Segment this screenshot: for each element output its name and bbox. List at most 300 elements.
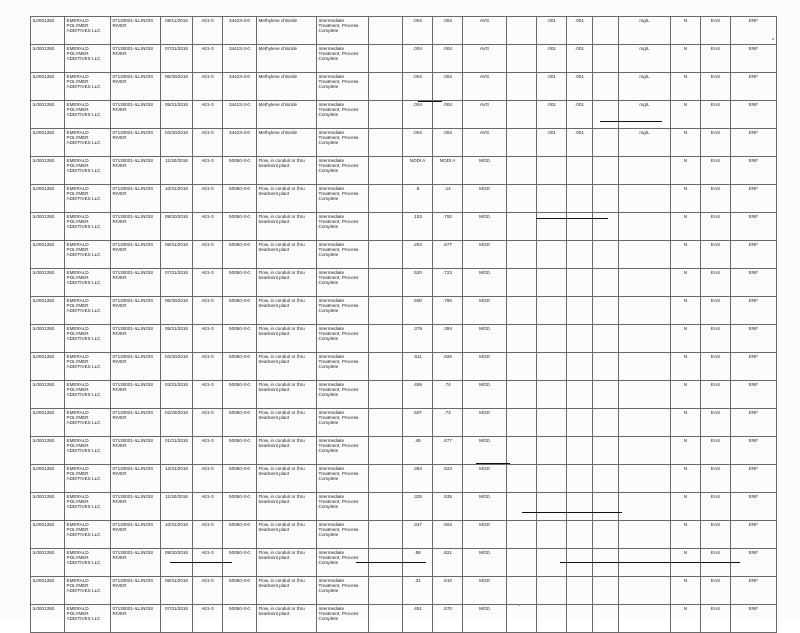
- parameter-code: 50050-3-0: [223, 409, 257, 437]
- status-code-2: ENF: [731, 129, 777, 157]
- blank-cell: [369, 605, 403, 633]
- outfall-id: A01-0: [193, 101, 223, 129]
- status-code-1: EAS: [701, 353, 731, 381]
- blank-cell: [593, 437, 619, 465]
- permit-id: IL0001392: [31, 577, 65, 605]
- receiving-water: 07130001-ILLINOIS RIVER: [111, 465, 161, 493]
- parameter-code: 50050-3-0: [223, 185, 257, 213]
- statistic: MGD: [463, 549, 507, 577]
- outfall-id: A01-0: [193, 409, 223, 437]
- facility-name: EMERALD POLYMER ADDITIVES LLC: [65, 577, 111, 605]
- unit: mg/L: [619, 73, 671, 101]
- status-code-1: EAS: [701, 521, 731, 549]
- blank-cell: [507, 241, 537, 269]
- limit-1: [537, 521, 567, 549]
- facility-name: EMERALD POLYMER ADDITIVES LLC: [65, 45, 111, 73]
- redaction-mark: [418, 101, 442, 102]
- limit-2: [567, 297, 593, 325]
- permit-id: IL0001392: [31, 353, 65, 381]
- blank-cell: [593, 325, 619, 353]
- receiving-water: 07130001-ILLINOIS RIVER: [111, 297, 161, 325]
- blank-cell: [369, 241, 403, 269]
- monitoring-location: Intermediate Treatment, Process Complete: [317, 185, 369, 213]
- statistic: MGD: [463, 269, 507, 297]
- value-2: .004: [433, 17, 463, 45]
- value-1: .45: [403, 437, 433, 465]
- table-row: [31, 185, 777, 213]
- statistic: AVG: [463, 73, 507, 101]
- status-code-2: ENF: [731, 353, 777, 381]
- flag: N: [671, 549, 701, 577]
- parameter-code: 34423-3-0: [223, 73, 257, 101]
- scan-speck: [772, 38, 774, 40]
- blank-cell: [507, 129, 537, 157]
- receiving-water: 07130001-ILLINOIS RIVER: [111, 213, 161, 241]
- period-date: 08/31/2016: [161, 577, 193, 605]
- limit-1: [537, 185, 567, 213]
- statistic: MGD: [463, 157, 507, 185]
- monitoring-location: Intermediate Treatment, Process Complete: [317, 493, 369, 521]
- statistic: MGD: [463, 465, 507, 493]
- blank-cell: [369, 185, 403, 213]
- period-date: 06/30/2016: [161, 297, 193, 325]
- blank-cell: [593, 101, 619, 129]
- outfall-id: A01-0: [193, 577, 223, 605]
- parameter-code: 50050-3-0: [223, 437, 257, 465]
- statistic: AVG: [463, 129, 507, 157]
- status-code-1: EAS: [701, 605, 731, 633]
- monitoring-location: Intermediate Treatment, Process Complete: [317, 465, 369, 493]
- blank-cell: [369, 213, 403, 241]
- statistic: AVG: [463, 101, 507, 129]
- blank-cell: [507, 465, 537, 493]
- outfall-id: A01-0: [193, 493, 223, 521]
- receiving-water: 07130001-ILLINOIS RIVER: [111, 549, 161, 577]
- permit-id: IL0001392: [31, 437, 65, 465]
- status-code-1: EAS: [701, 269, 731, 297]
- receiving-water: 07130001-ILLINOIS RIVER: [111, 45, 161, 73]
- status-code-2: ENF: [731, 521, 777, 549]
- blank-cell: [593, 17, 619, 45]
- monitoring-location: Intermediate Treatment, Process Complete: [317, 45, 369, 73]
- table-row: [31, 465, 777, 493]
- unit: [619, 269, 671, 297]
- value-2: .610: [433, 577, 463, 605]
- monitoring-location: Intermediate Treatment, Process Complete: [317, 17, 369, 45]
- value-2: .535: [433, 493, 463, 521]
- parameter-name: Flow, in conduit or thru treatment plant: [257, 409, 317, 437]
- limit-1: [537, 241, 567, 269]
- table-row: [31, 605, 777, 633]
- status-code-1: EAS: [701, 129, 731, 157]
- status-code-1: EAS: [701, 73, 731, 101]
- facility-name: EMERALD POLYMER ADDITIVES LLC: [65, 213, 111, 241]
- value-1: .004: [403, 73, 433, 101]
- parameter-name: Flow, in conduit or thru treatment plant: [257, 325, 317, 353]
- status-code-2: ENF: [731, 381, 777, 409]
- permit-id: IL0001392: [31, 241, 65, 269]
- value-1: .611: [403, 353, 433, 381]
- flag: N: [671, 73, 701, 101]
- permit-id: IL0001392: [31, 465, 65, 493]
- flag: N: [671, 465, 701, 493]
- parameter-name: Flow, in conduit or thru treatment plant: [257, 241, 317, 269]
- monitoring-location: Intermediate Treatment, Process Complete: [317, 73, 369, 101]
- monitoring-location: Intermediate Treatment, Process Complete: [317, 409, 369, 437]
- facility-name: EMERALD POLYMER ADDITIVES LLC: [65, 73, 111, 101]
- status-code-2: ENF: [731, 213, 777, 241]
- value-1: .500: [403, 297, 433, 325]
- redaction-mark: [356, 562, 426, 563]
- blank-cell: [369, 521, 403, 549]
- outfall-id: A01-0: [193, 213, 223, 241]
- parameter-name: Flow, in conduit or thru treatment plant: [257, 605, 317, 633]
- limit-1: [537, 353, 567, 381]
- limit-2: [567, 157, 593, 185]
- flag: N: [671, 493, 701, 521]
- receiving-water: 07130001-ILLINOIS RIVER: [111, 185, 161, 213]
- limit-2: [567, 269, 593, 297]
- parameter-code: 50050-3-0: [223, 157, 257, 185]
- status-code-2: ENF: [731, 605, 777, 633]
- flag: N: [671, 185, 701, 213]
- limit-2: .001: [567, 73, 593, 101]
- value-2: .723: [433, 269, 463, 297]
- status-code-2: ENF: [731, 549, 777, 577]
- limit-2: [567, 325, 593, 353]
- statistic: AVG: [463, 17, 507, 45]
- value-1: .520: [403, 269, 433, 297]
- parameter-code: 50050-3-0: [223, 269, 257, 297]
- value-2: .004: [433, 129, 463, 157]
- flag: N: [671, 45, 701, 73]
- outfall-id: A01-0: [193, 381, 223, 409]
- blank-cell: [593, 521, 619, 549]
- parameter-code: 50050-3-0: [223, 493, 257, 521]
- period-date: 06/30/2016: [161, 73, 193, 101]
- blank-cell: [369, 101, 403, 129]
- unit: [619, 353, 671, 381]
- monitoring-location: Intermediate Treatment, Process Complete: [317, 241, 369, 269]
- blank-cell: [369, 129, 403, 157]
- limit-2: [567, 577, 593, 605]
- parameter-code: 50050-3-0: [223, 549, 257, 577]
- blank-cell: [369, 381, 403, 409]
- limit-1: [537, 325, 567, 353]
- blank-cell: [507, 493, 537, 521]
- limit-2: [567, 353, 593, 381]
- value-1: .253: [403, 241, 433, 269]
- blank-cell: [593, 45, 619, 73]
- limit-2: [567, 605, 593, 633]
- limit-1: .001: [537, 129, 567, 157]
- status-code-1: EAS: [701, 185, 731, 213]
- status-code-1: EAS: [701, 549, 731, 577]
- permit-id: IL0001392: [31, 409, 65, 437]
- monitoring-location: Intermediate Treatment, Process Complete: [317, 353, 369, 381]
- blank-cell: [593, 297, 619, 325]
- flag: N: [671, 129, 701, 157]
- outfall-id: A01-0: [193, 297, 223, 325]
- flag: N: [671, 101, 701, 129]
- table-row: [31, 577, 777, 605]
- blank-cell: [593, 157, 619, 185]
- blank-cell: [369, 353, 403, 381]
- limit-1: [537, 213, 567, 241]
- statistic: MGD: [463, 437, 507, 465]
- table-row: [31, 241, 777, 269]
- limit-2: .001: [567, 101, 593, 129]
- facility-name: EMERALD POLYMER ADDITIVES LLC: [65, 101, 111, 129]
- parameter-name: Flow, in conduit or thru treatment plant: [257, 437, 317, 465]
- table-row: [31, 269, 777, 297]
- table-row: [31, 17, 777, 45]
- unit: [619, 157, 671, 185]
- flag: N: [671, 241, 701, 269]
- period-date: 03/31/2016: [161, 381, 193, 409]
- parameter-name: Methylene chloride: [257, 17, 317, 45]
- parameter-code: 50050-3-0: [223, 213, 257, 241]
- limit-2: .001: [567, 17, 593, 45]
- blank-cell: [369, 45, 403, 73]
- table-row: [31, 297, 777, 325]
- value-2: .004: [433, 101, 463, 129]
- outfall-id: A01-0: [193, 241, 223, 269]
- monitoring-location: Intermediate Treatment, Process Complete: [317, 269, 369, 297]
- value-2: .792: [433, 213, 463, 241]
- monitoring-location: Intermediate Treatment, Process Complete: [317, 577, 369, 605]
- status-code-2: ENF: [731, 269, 777, 297]
- unit: [619, 493, 671, 521]
- value-1: .58: [403, 549, 433, 577]
- status-code-1: EAS: [701, 493, 731, 521]
- parameter-name: Flow, in conduit or thru treatment plant: [257, 577, 317, 605]
- table-row: [31, 73, 777, 101]
- limit-2: [567, 493, 593, 521]
- blank-cell: [593, 465, 619, 493]
- value-2: .14: [433, 185, 463, 213]
- unit: [619, 521, 671, 549]
- value-1: .004: [403, 129, 433, 157]
- value-2: .677: [433, 241, 463, 269]
- unit: mg/L: [619, 17, 671, 45]
- blank-cell: [369, 73, 403, 101]
- blank-cell: [507, 521, 537, 549]
- value-1: .507: [403, 409, 433, 437]
- unit: mg/L: [619, 129, 671, 157]
- status-code-1: EAS: [701, 297, 731, 325]
- value-1: .8: [403, 185, 433, 213]
- blank-cell: [369, 297, 403, 325]
- period-date: 09/30/2016: [161, 213, 193, 241]
- blank-cell: [507, 269, 537, 297]
- status-code-2: ENF: [731, 17, 777, 45]
- receiving-water: 07130001-ILLINOIS RIVER: [111, 325, 161, 353]
- table-row: [31, 325, 777, 353]
- receiving-water: 07130001-ILLINOIS RIVER: [111, 521, 161, 549]
- permit-id: IL0001392: [31, 549, 65, 577]
- status-code-1: EAS: [701, 577, 731, 605]
- receiving-water: 07130001-ILLINOIS RIVER: [111, 269, 161, 297]
- unit: mg/L: [619, 45, 671, 73]
- facility-name: EMERALD POLYMER ADDITIVES LLC: [65, 17, 111, 45]
- blank-cell: [507, 605, 537, 633]
- status-code-1: EAS: [701, 409, 731, 437]
- period-date: 01/31/2016: [161, 437, 193, 465]
- blank-cell: [507, 185, 537, 213]
- parameter-name: Methylene chloride: [257, 101, 317, 129]
- blank-cell: [507, 213, 537, 241]
- blank-cell: [593, 409, 619, 437]
- blank-cell: [593, 605, 619, 633]
- table-row: [31, 381, 777, 409]
- status-code-1: EAS: [701, 101, 731, 129]
- statistic: MGD: [463, 381, 507, 409]
- unit: [619, 213, 671, 241]
- status-code-2: ENF: [731, 493, 777, 521]
- status-code-1: EAS: [701, 213, 731, 241]
- value-2: .621: [433, 549, 463, 577]
- status-code-1: EAS: [701, 381, 731, 409]
- limit-1: .001: [537, 101, 567, 129]
- table-row: [31, 353, 777, 381]
- limit-2: .001: [567, 45, 593, 73]
- blank-cell: [507, 353, 537, 381]
- period-date: 12/31/2016: [161, 465, 193, 493]
- value-1: .004: [403, 45, 433, 73]
- value-1: .004: [403, 101, 433, 129]
- status-code-2: ENF: [731, 465, 777, 493]
- value-2: .394: [433, 325, 463, 353]
- permit-id: IL0001392: [31, 157, 65, 185]
- limit-1: .001: [537, 17, 567, 45]
- table-row: [31, 45, 777, 73]
- monitoring-location: Intermediate Treatment, Process Complete: [317, 325, 369, 353]
- outfall-id: A01-0: [193, 549, 223, 577]
- monitoring-location: Intermediate Treatment, Process Complete: [317, 437, 369, 465]
- value-1: .347: [403, 521, 433, 549]
- status-code-2: ENF: [731, 157, 777, 185]
- facility-name: EMERALD POLYMER ADDITIVES LLC: [65, 549, 111, 577]
- period-date: 10/31/2016: [161, 521, 193, 549]
- status-code-2: ENF: [731, 409, 777, 437]
- blank-cell: [593, 381, 619, 409]
- facility-name: EMERALD POLYMER ADDITIVES LLC: [65, 157, 111, 185]
- permit-id: IL0001392: [31, 605, 65, 633]
- permit-id: IL0001392: [31, 325, 65, 353]
- permit-id: IL0001392: [31, 381, 65, 409]
- receiving-water: 07130001-ILLINOIS RIVER: [111, 101, 161, 129]
- status-code-1: EAS: [701, 241, 731, 269]
- unit: [619, 297, 671, 325]
- parameter-code: 50050-3-0: [223, 605, 257, 633]
- flag: N: [671, 157, 701, 185]
- redaction-mark: [522, 512, 622, 513]
- period-date: 05/31/2016: [161, 101, 193, 129]
- parameter-code: 50050-3-0: [223, 577, 257, 605]
- value-2: .73: [433, 409, 463, 437]
- limit-1: .001: [537, 73, 567, 101]
- unit: [619, 409, 671, 437]
- scan-speck: [518, 604, 520, 606]
- facility-name: EMERALD POLYMER ADDITIVES LLC: [65, 437, 111, 465]
- limit-1: [537, 437, 567, 465]
- table-row: [31, 521, 777, 549]
- outfall-id: A01-0: [193, 73, 223, 101]
- blank-cell: [593, 129, 619, 157]
- receiving-water: 07130001-ILLINOIS RIVER: [111, 129, 161, 157]
- permit-id: IL0001392: [31, 521, 65, 549]
- limit-2: .001: [567, 129, 593, 157]
- value-1: .153: [403, 213, 433, 241]
- unit: [619, 437, 671, 465]
- redaction-mark: [476, 463, 510, 464]
- limit-1: [537, 269, 567, 297]
- blank-cell: [593, 269, 619, 297]
- table-row: [31, 493, 777, 521]
- status-code-2: ENF: [731, 297, 777, 325]
- receiving-water: 07130001-ILLINOIS RIVER: [111, 605, 161, 633]
- facility-name: EMERALD POLYMER ADDITIVES LLC: [65, 381, 111, 409]
- receiving-water: 07130001-ILLINOIS RIVER: [111, 493, 161, 521]
- limit-2: [567, 521, 593, 549]
- redaction-mark: [560, 562, 740, 563]
- period-date: 08/31/2016: [161, 241, 193, 269]
- statistic: MGD: [463, 577, 507, 605]
- outfall-id: A01-0: [193, 437, 223, 465]
- parameter-name: Flow, in conduit or thru treatment plant: [257, 269, 317, 297]
- facility-name: EMERALD POLYMER ADDITIVES LLC: [65, 353, 111, 381]
- value-2: .604: [433, 521, 463, 549]
- permit-id: IL0001392: [31, 185, 65, 213]
- blank-cell: [507, 73, 537, 101]
- unit: [619, 241, 671, 269]
- monitoring-location: Intermediate Treatment, Process Complete: [317, 521, 369, 549]
- period-date: 09/11/2016: [161, 17, 193, 45]
- monitoring-location: Intermediate Treatment, Process Complete: [317, 605, 369, 633]
- blank-cell: [507, 325, 537, 353]
- flag: N: [671, 297, 701, 325]
- limit-2: [567, 241, 593, 269]
- redaction-mark: [170, 562, 232, 563]
- facility-name: EMERALD POLYMER ADDITIVES LLC: [65, 521, 111, 549]
- facility-name: EMERALD POLYMER ADDITIVES LLC: [65, 297, 111, 325]
- blank-cell: [369, 465, 403, 493]
- parameter-name: Flow, in conduit or thru treatment plant: [257, 297, 317, 325]
- dmr-table: [30, 16, 777, 633]
- blank-cell: [507, 409, 537, 437]
- monitoring-location: Intermediate Treatment, Process Complete: [317, 101, 369, 129]
- limit-1: [537, 465, 567, 493]
- parameter-name: Flow, in conduit or thru treatment plant: [257, 213, 317, 241]
- limit-2: [567, 185, 593, 213]
- statistic: MGD: [463, 493, 507, 521]
- outfall-id: A01-0: [193, 353, 223, 381]
- redaction-mark: [536, 218, 608, 219]
- outfall-id: A01-0: [193, 521, 223, 549]
- parameter-code: 50050-3-0: [223, 325, 257, 353]
- period-date: 04/30/2016: [161, 129, 193, 157]
- statistic: AVG: [463, 45, 507, 73]
- monitoring-location: Intermediate Treatment, Process Complete: [317, 157, 369, 185]
- parameter-code: 50050-3-0: [223, 241, 257, 269]
- flag: N: [671, 381, 701, 409]
- receiving-water: 07130001-ILLINOIS RIVER: [111, 73, 161, 101]
- statistic: MGD: [463, 297, 507, 325]
- parameter-name: Flow, in conduit or thru treatment plant: [257, 493, 317, 521]
- facility-name: EMERALD POLYMER ADDITIVES LLC: [65, 493, 111, 521]
- parameter-code: 34423-3-0: [223, 129, 257, 157]
